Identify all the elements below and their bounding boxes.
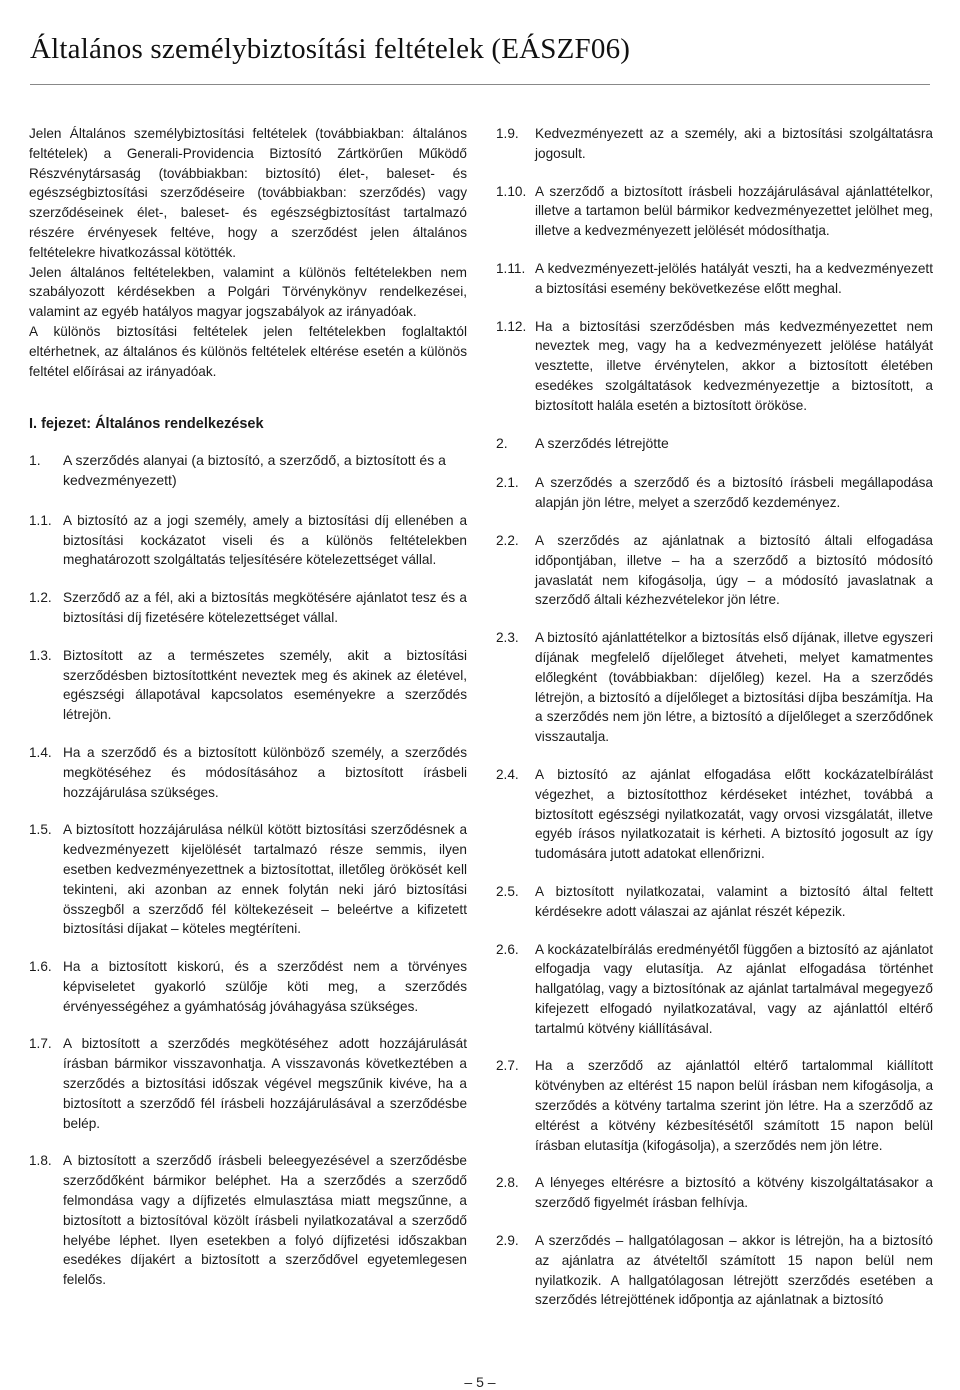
clause-number: 1.7. <box>29 1036 52 1052</box>
clause-number: 1.9. <box>496 126 519 141</box>
clause-text: A kedvezményezett-jelölés hatályát veszti, ha a kedvezményezett a biztosítási esemény bekövetkezése előtt meghal. <box>535 260 933 296</box>
clause-list-right-b <box>496 473 933 1310</box>
clause-text: A biztosított a szerződés megkötéséhez adott hozzájárulását írásban bármikor visszavonhatja. A visszavonás következtében a szerződés a biztosítási időszak végével megszűnik kivéve, ha a biztosított a szerződő fél írásbeli hozzájárulásával a szerződésbe belép. <box>63 1036 467 1131</box>
clause-number: 1.1. <box>29 512 52 528</box>
intro-block <box>29 124 467 381</box>
clause-item <box>496 473 933 513</box>
clause-item <box>29 1151 467 1290</box>
clause-text: Ha a biztosított kiskorú, és a szerződést nem a törvényes képviseletet gyakorló szülője köti meg, a szerződés érvényességéhez a gyámhatóság jóváhagyása szükséges. <box>63 959 467 1014</box>
clause-text: A biztosított hozzájárulása nélkül kötött biztosítási szerződésnek a kedvezményezett kijelölését tartalmazó része semmis, ilyen esetben kedvezményezettnek a biztosítottat, illetőleg örökösét kell tekinteni, aki azonban az ennek folytán neki járó biztosítási összegből a szerződő fél költekezéseit – beleértve a kifizetett biztosítási díjakat – köteles megtéríteni. <box>63 822 467 937</box>
clause-text: A szerződés az ajánlatnak a biztosító általi elfogadása időpontjában, illetve – ha a szerződő a biztosító módosító javaslatát nem kifogásolja, úgy – a módosító javaslatnak a szerződő általi kézhezvételekor jön létre. <box>535 532 933 608</box>
clause-item <box>29 646 467 725</box>
clause-number: 2.5. <box>496 883 519 899</box>
intro-paragraph: Jelen Általános személybiztosítási feltételek (továbbiakban: általános feltételek) a Generali-Providencia Biztosító Zártkörűen Működő Részvénytársaság (továbbiakban: biztosító) élet-, baleset- és egészségbiztosítási szerződéseire (továbbiakban: szerződés) vagy szerződéseinek élet-, baleset- és egészségbiztosítást tartalmazó részére érvényesek feltéve, hogy a szerződést jelen általános feltételekre hivatkozással kötötték. <box>29 126 467 260</box>
clause-number: 2.6. <box>496 941 519 957</box>
clause-item <box>29 820 467 939</box>
clause-number: 2.7. <box>496 1058 519 1074</box>
clause-text: Ha a biztosítási szerződésben más kedvezményezettet nem neveztek meg, vagy ha a kedvezményezett jelölése hatályát vesztette, illetve érvénytelen, akkor a biztosított életében esedékes szolgáltatások kedvezményezettje a biztosított, a biztosított halála esetén a biztosított örököse. <box>535 318 933 413</box>
clause-text: A szerződő a biztosított írásbeli hozzájárulásával ajánlattételkor, illetve a tartamon belül bármikor kedvezményezettet jelölhet meg, illetve a kedvezményezett jelölését módosíthatja. <box>535 183 933 239</box>
section-heading-2 <box>496 434 933 454</box>
right-column <box>496 124 933 1328</box>
clause-number: 1.3. <box>29 647 52 663</box>
clause-text: A lényeges eltérésre a biztosító a kötvény kiszolgáltatásakor a szerződő figyelmét írásban felhívja. <box>535 1175 933 1211</box>
page-title: Általános személybiztosítási feltételek (EÁSZF06) <box>30 33 631 65</box>
clause-number: 1.2. <box>29 590 52 606</box>
clause-number: 2.9. <box>496 1233 519 1249</box>
section-number: 1. <box>29 452 41 469</box>
clause-number: 1.8. <box>29 1153 52 1169</box>
clause-item <box>496 124 933 164</box>
clause-item <box>496 1056 933 1155</box>
clause-item <box>496 1173 933 1213</box>
page-number: – 5 – <box>464 1374 496 1390</box>
clause-item <box>496 940 933 1039</box>
clause-text: Biztosított az a természetes személy, akit a biztosítási szerződésben biztosítottként neveztek meg és akinek az életével, egészségi állapotával kapcsolatos eseményekre a szerződés létrejön. <box>63 647 467 723</box>
clause-item <box>496 317 933 416</box>
clause-item <box>496 1231 933 1310</box>
clause-item <box>29 588 467 628</box>
title-divider <box>30 84 930 85</box>
clause-text: Ha a szerződő az ajánlattól eltérő tartalommal kiállított kötvényben az eltérést 15 napon belül írásban nem kifogásolja, a szerződés a kötvény tartalma szerint jön létre. Ha a szerződő az eltérést a kötvény kézbesítésétől számított 15 napon belül írásban elutasítja (kifogásolja), a szerződés nem jön létre. <box>535 1058 933 1153</box>
clause-number: 1.4. <box>29 744 52 760</box>
clause-text: Kedvezményezett az a személy, aki a biztosítási szolgáltatásra jogosult. <box>535 126 933 161</box>
clause-text: A kockázatelbírálás eredményétől függően a biztosító az ajánlatot elfogadja vagy elutasítja. Az ajánlat elfogadása történhet hallgatólag, vagy a biztosítónak az ajánlat tartalmával megegyező kifejezett elfogadó nyilatkozatával, vagy az ajánlattól eltérő tartalmú kötvény kiállításával. <box>535 941 933 1036</box>
section-number: 2. <box>496 434 508 451</box>
clause-number: 1.11. <box>496 260 526 276</box>
clause-number: 1.12. <box>496 318 527 334</box>
clause-item <box>496 259 933 299</box>
clause-text: A biztosító az ajánlat elfogadása előtt kockázatelbírálást végezhet, a biztosítotthoz kérdéseket intézhet, továbbá a biztosított egészségi nyilatkozatát, vagy orvosi vizsgálatát, illetve egyéb írásos nyilatkozatait is kérheti. A biztosító jogosult az így tudomására jutott adatokat ellenőrizni. <box>535 766 933 862</box>
section-title: A szerződés alanyai (a biztosító, a szerződő, a biztosított és a kedvezményezett) <box>63 452 446 488</box>
clause-item <box>29 743 467 802</box>
clause-item <box>496 182 933 241</box>
clause-number: 1.5. <box>29 822 52 838</box>
clause-text: Szerződő az a fél, aki a biztosítás megkötésére ajánlatot tesz és a biztosítási díj fizetésére kötelezettséget vállal. <box>63 590 467 625</box>
clause-text: A biztosított nyilatkozatai, valamint a biztosító által feltett kérdésekre adott válaszai az ajánlat részét képezik. <box>535 883 933 919</box>
clause-number: 2.1. <box>496 475 519 491</box>
clause-number: 2.8. <box>496 1175 519 1191</box>
clause-item <box>29 957 467 1016</box>
chapter-heading: I. fejezet: Általános rendelkezések <box>29 416 264 433</box>
left-column <box>29 124 467 1308</box>
clause-item <box>29 511 467 570</box>
clause-text: A szerződés a szerződő és a biztosító írásbeli megállapodása alapján jön létre, melyet a szerződő kezdeményez. <box>535 475 933 511</box>
clause-text: A biztosított a szerződő írásbeli beleegyezésével a szerződésbe szerződőként bármikor beléphet. Ha a szerződés a szerződő felmondása vagy a díjfizetés elmulasztása miatt megszűnne, a biztosított a biztosítóval közölt írásbeli nyilatkozatával a szerződő helyébe léphet. Ilyen esetekben a folyó díjfizetési időszakban esedékes díjakért a biztosított a szerződővel egyetemlegesen felelős. <box>63 1153 467 1288</box>
clause-list-left <box>29 511 467 1290</box>
clause-list-right-a <box>496 124 933 416</box>
section-title: A szerződés létrejötte <box>535 434 669 451</box>
clause-item <box>29 1034 467 1133</box>
clause-item <box>496 882 933 922</box>
clause-number: 2.2. <box>496 532 519 548</box>
intro-paragraph: Jelen általános feltételekben, valamint a különös feltételekben nem szabályozott kérdésekben a Polgári Törvénykönyv rendelkezései, valamint az egyéb hatályos magyar jogszabályok az irányadóak. <box>29 264 467 320</box>
clause-number: 1.10. <box>496 183 527 199</box>
clause-item <box>496 765 933 864</box>
clause-text: A szerződés – hallgatólagosan – akkor is létrejön, ha a biztosító az ajánlatra az átvételtől számított 15 napon belül nem nyilatkozik. A hallgatólagosan létrejött szerződés esetében a szerződés létrejöttének időpontja az ajánlatnak a biztosító <box>535 1233 933 1308</box>
clause-text: Ha a szerződő és a biztosított különböző személy, a szerződés megkötéséhez és módosításához a biztosított írásbeli hozzájárulása szükséges. <box>63 744 467 800</box>
section-heading-1 <box>29 451 467 491</box>
clause-text: A biztosító az a jogi személy, amely a biztosítási díj ellenében a biztosítási kockázatot viseli és a különös feltételekben meghatározott szolgáltatás teljesítésére kötelezettséget vállal. <box>63 512 467 568</box>
intro-paragraph: A különös biztosítási feltételek jelen feltételekben foglaltaktól eltérhetnek, az általános és különös feltételek eltérése esetén a különös feltétel előírásai az irányadóak. <box>29 323 467 379</box>
clause-number: 1.6. <box>29 959 52 975</box>
clause-number: 2.4. <box>496 766 519 782</box>
clause-number: 2.3. <box>496 630 519 646</box>
clause-text: A biztosító ajánlattételkor a biztosítás első díjának, illetve egyszeri díjának megfelelő díjelőleget átveheti, melyet kamatmentes előlegként (továbbiakban: díjelőleg) kezel. Ha a szerződés létrejön, a biztosító a díjelőleget a biztosítási díjba beszámítja. Ha a szerződés nem jön létre, a biztosító a díjelőleget a szerződőnek visszautalja. <box>535 630 933 745</box>
clause-item <box>496 628 933 747</box>
clause-item <box>496 531 933 610</box>
